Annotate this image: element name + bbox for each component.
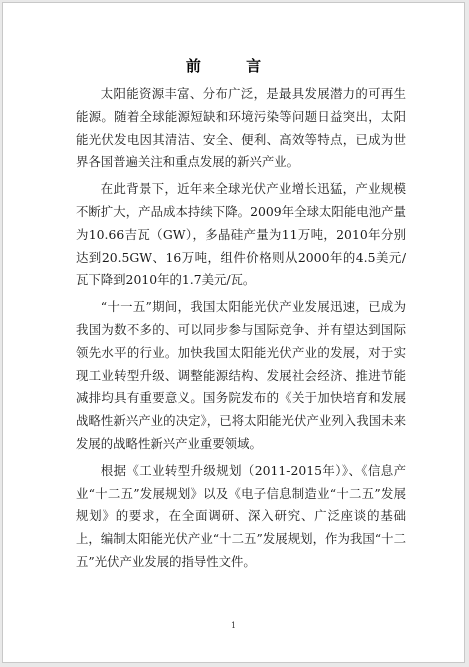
- page-number: 1: [230, 621, 237, 630]
- body-text: [76, 83, 406, 574]
- paragraph-3: “十一五”期间，我国太阳能光伏产业发展迅速，已成为我国为数不多的、可以同步参与国际竞争、并有望达到国际领先水平的行业。加快我国太阳能光伏产业的发展，对于实现工业转型升级、调整能源结构、发展社会经济、推进节能减排均具有重要意义。国务院发布的《关于加快培育和发展战略性新兴产业的决定》，已将太阳能光伏产业列入我国未来发展的战略性新兴产业重要领域。: [76, 299, 406, 451]
- document-page: [2, 2, 465, 663]
- paragraph-1: 太阳能资源丰富、分布广泛，是最具发展潜力的可再生能源。随着全球能源短缺和环境污染等问题日益突出，太阳能光伏发电因其清洁、安全、便利、高效等特点，已成为世界各国普遍关注和重点发展的新兴产业。: [76, 86, 406, 170]
- paragraph-4: 根据《工业转型升级规划（2011-2015年）》、《信息产业“十二五”发展规划》以及《电子信息制造业“十二五”发展规划》的要求，在全面调研、深入研究、广泛座谈的基础上，编制太阳能光伏产业“十二五”发展规划，作为我国“十二五”光伏产业发展的指导性文件。: [76, 462, 406, 569]
- page-title: 前 言: [185, 57, 282, 75]
- paragraph-2: 在此背景下，近年来全球光伏产业增长迅猛，产业规模不断扩大，产品成本持续下降。2009年全球太阳能电池产量为10.66吉瓦（GW），多晶硅产量为11万吨，2010年分别达到20.5GW、16万吨，组件价格则从2000年的4.5美元/瓦下降到2010年的1.7美元/瓦。: [76, 181, 406, 288]
